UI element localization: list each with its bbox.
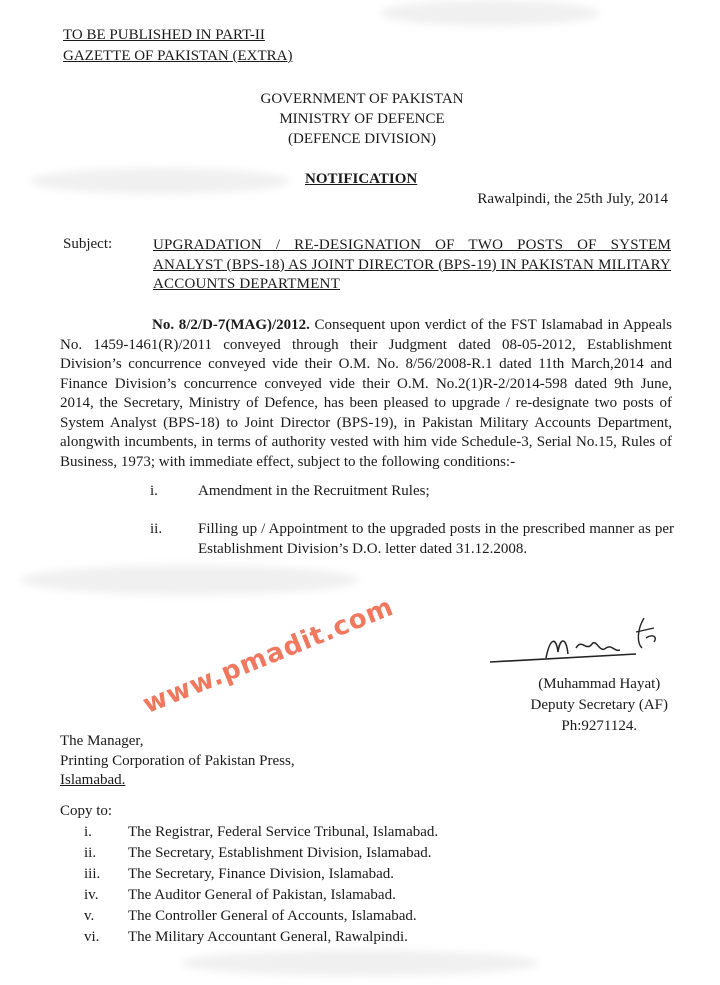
signatory-phone: Ph:9271124. [561,718,638,734]
division-name: (DEFENCE DIVISION) [288,131,436,147]
place-date: Rawalpindi, the 25th July, 2014 [477,191,668,207]
addressee-line: Islamabad. [60,772,126,788]
scan-smudge [30,168,290,194]
body-text: Consequent upon verdict of the FST Islamabad in Appeals No. 1459-1461(R)/2011 conveyed through their Judgment dated 08-05-2012, Establishment Division’s concurrence conveyed vide their O.M. No. 8/56/2008-R.1 dated 11th March,2014 and Finance Division’s concurrence conveyed vide their O.M. No.2(1)R-2/2014-598 dated 9th June, 2014, the Secretary, Ministry of Defence, has been pleased to upgrade / re-designate two posts of System Analyst (BPS-18) to Joint Director (BPS-19), in Pakistan Military Accounts Department, alongwith incumbents, in terms of authority vested with him vide Schedule-3, Serial No.15, Rules of Business, 1973; with immediate effect, subject to the following conditions:- [60,317,672,470]
reference-number: No. 8/2/D-7(MAG)/2012. [152,317,310,333]
condition-number: i. [150,483,158,499]
copy-item-number: v. [84,908,95,924]
notification-body [60,316,672,472]
signatory-designation: Deputy Secretary (AF) [530,697,668,713]
gazette-line: GAZETTE OF PAKISTAN (EXTRA) [63,48,293,64]
website-watermark: www.pmadit.com [138,591,399,720]
copy-item-number: iv. [84,887,99,903]
addressee-line: Printing Corporation of Pakistan Press, [60,752,295,769]
addressee-line: The Manager, [60,733,144,749]
copy-item-number: ii. [84,845,97,861]
subject-text: UPGRADATION / RE-DESIGNATION OF TWO POSTS OF SYSTEM ANALYST (BPS-18) AS JOINT DIRECTOR (BPS-19) IN PAKISTAN MILITARY ACCOUNTS DEPARTMENT [153,237,671,292]
copy-item-text: The Controller General of Accounts, Islamabad. [128,908,417,924]
copy-item-number: iii. [84,866,101,882]
condition-text: Filling up / Appointment to the upgraded posts in the prescribed manner as per Establishment Division’s D.O. letter dated 31.12.2008. [198,521,674,557]
signatory-name: (Muhammad Hayat) [538,676,661,692]
scan-smudge [380,0,600,26]
copy-item-text: The Secretary, Establishment Division, Islamabad. [128,845,432,861]
addressee-block [60,732,295,791]
copy-item-text: The Registrar, Federal Service Tribunal, Islamabad. [128,824,439,840]
copy-to-label: Copy to: [60,803,113,819]
copy-item-number: i. [84,824,92,840]
subject-label: Subject: [63,236,113,252]
condition-text: Amendment in the Recruitment Rules; [198,483,430,499]
scan-smudge [20,565,360,595]
scan-smudge [180,950,540,976]
notification-heading: NOTIFICATION [305,171,418,187]
copy-item-text: The Military Accountant General, Rawalpindi. [128,929,408,945]
signature-image [486,608,666,668]
government-name: GOVERNMENT OF PAKISTAN [260,91,464,107]
publish-line: TO BE PUBLISHED IN PART-II [63,27,265,43]
copy-item-text: The Secretary, Finance Division, Islamabad. [128,866,395,882]
copy-item-text: The Auditor General of Pakistan, Islamabad. [128,887,396,903]
ministry-name: MINISTRY OF DEFENCE [279,111,445,127]
copy-item-number: vi. [84,929,100,945]
condition-number: ii. [150,521,163,537]
signatory-block [531,674,668,737]
